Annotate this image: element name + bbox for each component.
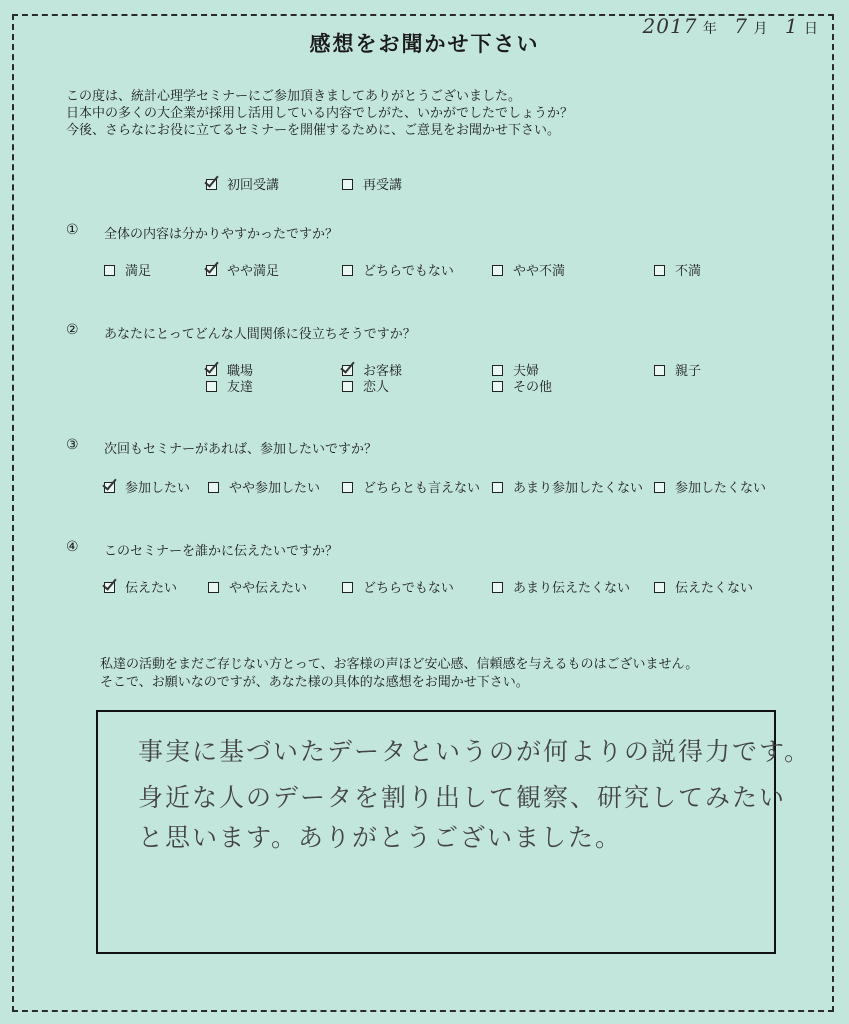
- comment-line: 身近な人のデータを割り出して観察、研究してみたい: [138, 783, 787, 812]
- option-label: やや満足: [227, 264, 280, 279]
- q4-option-checkbox[interactable]: [208, 577, 307, 596]
- checkbox-icon[interactable]: [208, 482, 219, 493]
- checkbox-icon[interactable]: [342, 365, 353, 376]
- option-label: 友達: [227, 380, 254, 395]
- checkbox-icon[interactable]: [104, 482, 115, 493]
- option-label: 伝えたい: [125, 581, 178, 596]
- checkbox-icon[interactable]: [492, 482, 503, 493]
- option-label: どちらとも言えない: [363, 481, 481, 496]
- q1-option-checkbox[interactable]: [342, 260, 454, 279]
- date-month-label: 月: [753, 21, 769, 37]
- checkbox-icon[interactable]: [654, 365, 665, 376]
- checkbox-icon[interactable]: [206, 179, 217, 190]
- q2-option-checkbox[interactable]: [654, 360, 701, 379]
- checkbox-icon[interactable]: [104, 265, 115, 276]
- question-text: このセミナーを誰かに伝えたいですか？: [104, 544, 339, 559]
- option-label: 恋人: [363, 380, 390, 395]
- checkbox-icon[interactable]: [206, 381, 217, 392]
- checkbox-icon[interactable]: [492, 582, 503, 593]
- q2-option-checkbox[interactable]: [342, 376, 389, 395]
- option-label: 再受講: [363, 178, 403, 193]
- option-label: 夫婦: [513, 364, 540, 379]
- option-label: 初回受講: [227, 178, 280, 193]
- comment-line: と思います。ありがとうございました。: [138, 823, 623, 852]
- checkbox-icon[interactable]: [492, 265, 503, 276]
- q3-option-checkbox[interactable]: [492, 477, 643, 496]
- q4-option-checkbox[interactable]: [492, 577, 630, 596]
- intro-text: [66, 88, 573, 139]
- request-text: [100, 656, 698, 692]
- checkbox-icon[interactable]: [654, 482, 665, 493]
- checkbox-icon[interactable]: [654, 582, 665, 593]
- checkbox-icon[interactable]: [342, 381, 353, 392]
- option-label: やや不満: [513, 264, 566, 279]
- option-label: あまり参加したくない: [513, 481, 644, 496]
- checkbox-icon[interactable]: [654, 265, 665, 276]
- question-number: ③: [66, 437, 79, 453]
- q4-option-checkbox[interactable]: [104, 577, 177, 596]
- q2-option-checkbox[interactable]: [206, 376, 253, 395]
- q4-option-checkbox[interactable]: [342, 577, 454, 596]
- q1-option-checkbox[interactable]: [492, 260, 565, 279]
- question-text: 全体の内容は分かりやすかったですか？: [104, 227, 339, 242]
- option-label: その他: [513, 380, 553, 395]
- q1-option-checkbox[interactable]: [654, 260, 701, 279]
- checkbox-icon[interactable]: [206, 265, 217, 276]
- q3-option-checkbox[interactable]: [104, 477, 190, 496]
- question-number: ④: [66, 539, 79, 555]
- checkbox-icon[interactable]: [206, 365, 217, 376]
- q3-option-checkbox[interactable]: [342, 477, 480, 496]
- comment-textarea[interactable]: [96, 710, 812, 954]
- option-label: 親子: [675, 364, 702, 379]
- intro-line: 今後、さらなにお役に立てるセミナーを開催するために、ご意見をお聞かせ下さい。: [66, 123, 561, 138]
- attendance-first-checkbox[interactable]: [206, 174, 279, 193]
- q4-option-checkbox[interactable]: [654, 577, 753, 596]
- option-label: 不満: [675, 264, 702, 279]
- checkbox-icon[interactable]: [492, 381, 503, 392]
- q3-option-checkbox[interactable]: [208, 477, 320, 496]
- question-text: あなたにとってどんな人間関係に役立ちそうですか？: [104, 327, 416, 342]
- page-title: 感想をお聞かせ下さい: [309, 32, 540, 56]
- option-label: あまり伝えたくない: [513, 581, 631, 596]
- request-line: 私達の活動をまだご存じない方とって、お客様の声ほど安心感、信頼感を与えるものはございません。: [100, 657, 699, 672]
- q3-option-checkbox[interactable]: [654, 477, 766, 496]
- checkbox-icon[interactable]: [492, 365, 503, 376]
- option-label: お客様: [363, 364, 403, 379]
- q1-option-checkbox[interactable]: [104, 260, 151, 279]
- question-number: ①: [66, 222, 79, 238]
- q2-option-checkbox[interactable]: [492, 376, 552, 395]
- checkbox-icon[interactable]: [342, 482, 353, 493]
- checkbox-icon[interactable]: [208, 582, 219, 593]
- intro-line: 日本中の多くの大企業が採用し活用している内容でしがた、いかがでしたでしょうか？: [66, 106, 574, 121]
- option-label: やや参加したい: [229, 481, 321, 496]
- intro-line: この度は、統計心理学セミナーにご参加頂きましてありがとうございました。: [66, 89, 522, 104]
- date-day-label: 日: [804, 21, 819, 37]
- request-line: そこで、お願いなのですが、あなた様の具体的な感想をお聞かせ下さい。: [100, 675, 529, 690]
- q1-option-checkbox[interactable]: [206, 260, 279, 279]
- checkbox-icon[interactable]: [342, 265, 353, 276]
- date-month: 7: [734, 14, 748, 38]
- attendance-repeat-checkbox[interactable]: [342, 174, 402, 193]
- option-label: 職場: [227, 364, 254, 379]
- option-label: 伝えたくない: [675, 581, 754, 596]
- comment-line: 事実に基づいたデータというのが何よりの説得力です。: [138, 737, 812, 766]
- date-year-label: 年: [702, 21, 718, 37]
- option-label: 参加したくない: [675, 481, 767, 496]
- checkbox-icon[interactable]: [342, 179, 353, 190]
- option-label: 満足: [125, 264, 152, 279]
- question-text: 次回もセミナーがあれば、参加したいですか？: [104, 442, 378, 457]
- option-label: やや伝えたい: [229, 581, 308, 596]
- question-number: ②: [66, 322, 79, 338]
- date-day: 1: [784, 14, 799, 38]
- option-label: どちらでもない: [363, 264, 454, 279]
- checkbox-icon[interactable]: [342, 582, 353, 593]
- checkbox-icon[interactable]: [104, 582, 115, 593]
- option-label: どちらでもない: [363, 581, 454, 596]
- date-year: 2017: [642, 14, 698, 38]
- option-label: 参加したい: [125, 481, 191, 496]
